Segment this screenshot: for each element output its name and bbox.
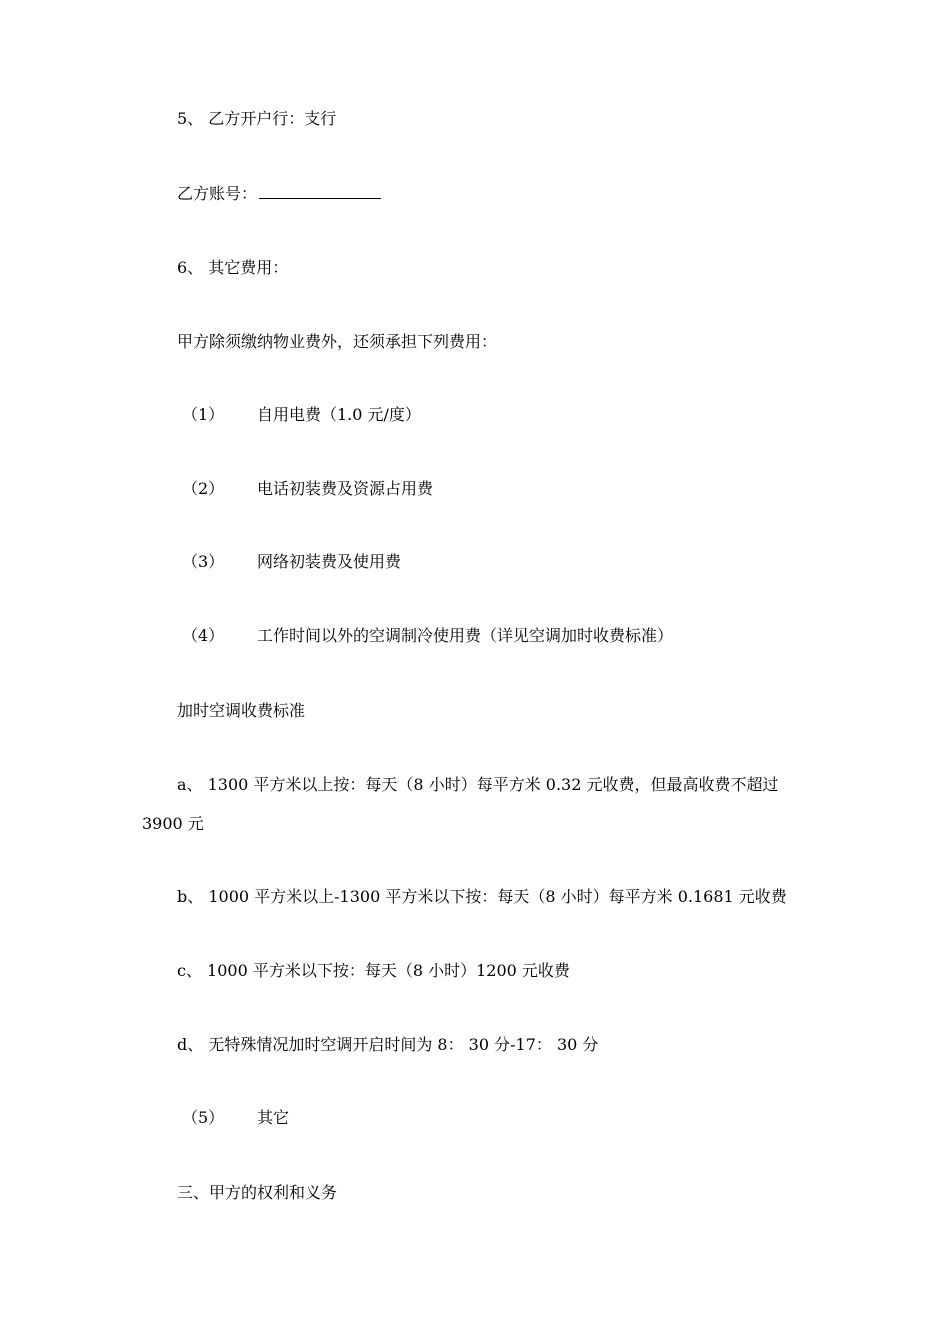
account-label: 乙方账号： xyxy=(177,184,258,203)
fee-item-text: 电话初装费及资源占用费 xyxy=(257,479,434,498)
fee-item-number: （2） xyxy=(182,479,225,498)
ac-rule-a-line2: 3900 元 xyxy=(142,814,204,833)
bank-line: 5、 乙方开户行：支行 xyxy=(177,109,337,128)
ac-rule-d: d、 无特殊情况加时空调开启时间为 8： 30 分-17： 30 分 xyxy=(177,1035,599,1054)
other-fees-intro: 甲方除须缴纳物业费外，还须承担下列费用： xyxy=(177,332,498,351)
ac-rule-c: c、 1000 平方米以下按：每天（8 小时）1200 元收费 xyxy=(177,961,570,980)
fee-item-number: （5） xyxy=(182,1108,225,1127)
fee-item-text: 网络初装费及使用费 xyxy=(257,552,402,571)
fee-item-number: （3） xyxy=(182,552,225,571)
fee-item-number: （4） xyxy=(182,626,225,645)
other-fees-heading: 6、 其它费用： xyxy=(177,258,289,277)
fee-item-text: 工作时间以外的空调制冷使用费（详见空调加时收费标准） xyxy=(257,626,674,645)
fee-item-number: （1） xyxy=(182,405,225,424)
ac-rule-a-line1: a、 1300 平方米以上按：每天（8 小时）每平方米 0.32 元收费，但最高收费不超过 xyxy=(177,775,779,794)
account-blank xyxy=(259,184,381,199)
ac-rule-b: b、 1000 平方米以上-1300 平方米以下按：每天（8 小时）每平方米 0.1681 元收费 xyxy=(177,887,787,906)
ac-standard-heading: 加时空调收费标准 xyxy=(177,701,306,720)
fee-item-text: 其它 xyxy=(257,1108,290,1127)
fee-item-text: 自用电费（1.0 元/度） xyxy=(257,405,421,424)
section-heading: 三、甲方的权利和义务 xyxy=(177,1183,338,1202)
account-line xyxy=(177,184,381,204)
